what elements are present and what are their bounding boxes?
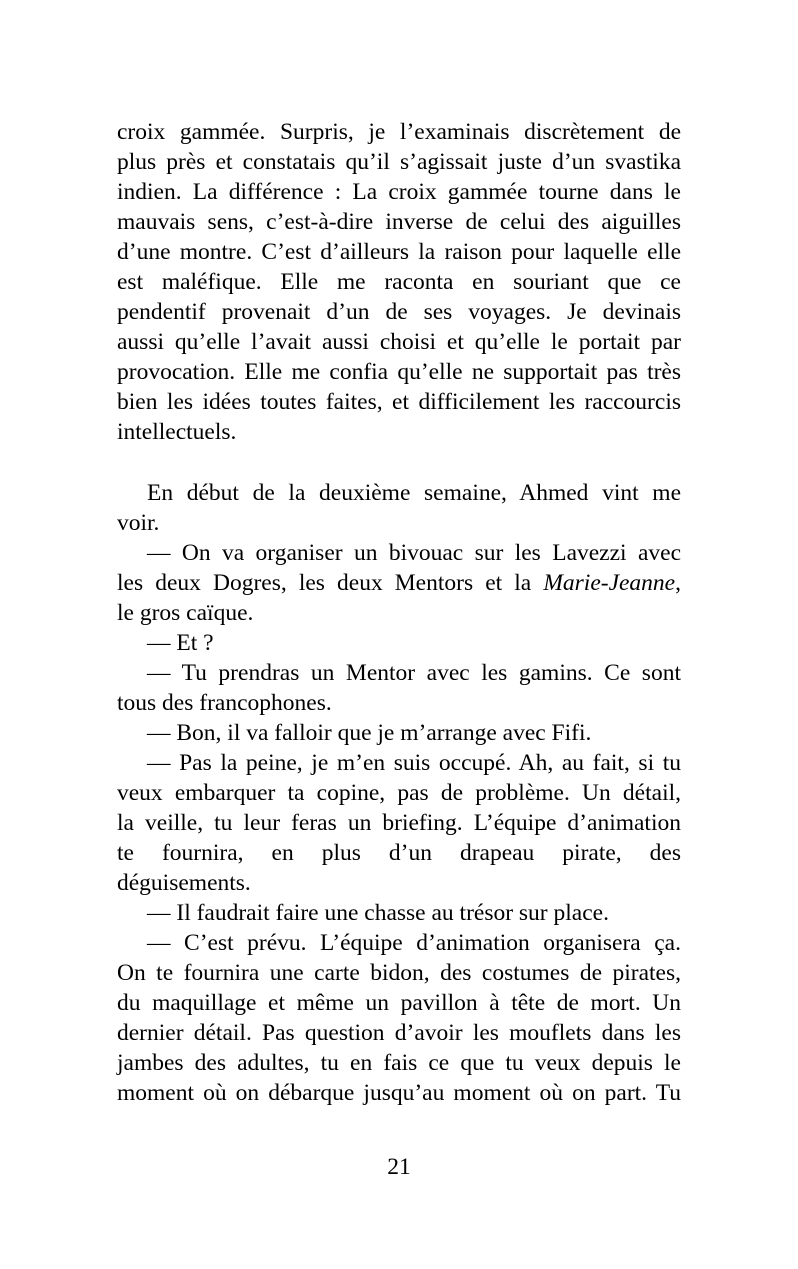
text-line: — C’est prévu. L’équipe d’animation organisera ça. bbox=[147, 930, 681, 956]
text-line: — Et ? bbox=[147, 630, 214, 656]
boat-name: Marie-Jeanne bbox=[543, 570, 676, 596]
text-line: pendentif provenait d’un de ses voyages. Je devinais bbox=[117, 299, 681, 325]
text-line: est maléfique. Elle me raconta en souriant que ce bbox=[117, 269, 681, 295]
text-line: — Pas la peine, je m’en suis occupé. Ah, au fait, si tu bbox=[147, 750, 681, 776]
text-line: aussi qu’elle l’avait aussi choisi et qu’elle le portait par bbox=[117, 329, 681, 355]
text-line: veux embarquer ta copine, pas de problème. Un détail, bbox=[117, 780, 681, 806]
text-line: jambes des adultes, tu en fais ce que tu veux depuis le bbox=[117, 1050, 681, 1076]
book-page bbox=[117, 0, 681, 1269]
text-line: intellectuels. bbox=[117, 419, 237, 445]
text-line: dernier détail. Pas question d’avoir les mouflets dans les bbox=[117, 1020, 681, 1046]
text-line: du maquillage et même un pavillon à tête de mort. Un bbox=[117, 990, 681, 1016]
text-line: déguisements. bbox=[117, 870, 251, 896]
text-line: bien les idées toutes faites, et difficilement les raccourcis bbox=[117, 389, 681, 415]
text-line: le gros caïque. bbox=[117, 600, 254, 626]
text-line: tous des francophones. bbox=[117, 690, 332, 716]
text-line: On te fournira une carte bidon, des costumes de pirates, bbox=[117, 960, 681, 986]
text-line: En début de la deuxième semaine, Ahmed vint me bbox=[147, 480, 681, 506]
text-line bbox=[117, 568, 681, 598]
text-line: mauvais sens, c’est-à-dire inverse de celui des aiguilles bbox=[117, 209, 681, 235]
text-line: voir. bbox=[117, 510, 160, 536]
text-line: indien. La différence : La croix gammée tourne dans le bbox=[117, 179, 681, 205]
text-line: plus près et constatais qu’il s’agissait juste d’un svastika bbox=[117, 149, 681, 175]
text-span: les deux Dogres, les deux Mentors et la bbox=[117, 570, 544, 596]
text-line: provocation. Elle me confia qu’elle ne supportait pas très bbox=[117, 359, 681, 385]
text-line: te fournira, en plus d’un drapeau pirate, des bbox=[117, 840, 681, 866]
text-span: , bbox=[675, 570, 681, 596]
text-line: — Tu prendras un Mentor avec les gamins. Ce sont bbox=[147, 660, 681, 686]
text-line: — Bon, il va falloir que je m’arrange avec Fifi. bbox=[147, 720, 592, 746]
page-number: 21 bbox=[387, 1154, 411, 1180]
text-line: croix gammée. Surpris, je l’examinais discrètement de bbox=[117, 119, 681, 145]
text-line: — Il faudrait faire une chasse au trésor sur place. bbox=[147, 900, 609, 926]
text-line: d’une montre. C’est d’ailleurs la raison pour laquelle elle bbox=[117, 239, 681, 265]
text-line: — On va organiser un bivouac sur les Lavezzi avec bbox=[147, 540, 681, 566]
text-line: la veille, tu leur feras un briefing. L’équipe d’animation bbox=[117, 810, 681, 836]
text-line: moment où on débarque jusqu’au moment où on part. Tu bbox=[117, 1080, 681, 1106]
